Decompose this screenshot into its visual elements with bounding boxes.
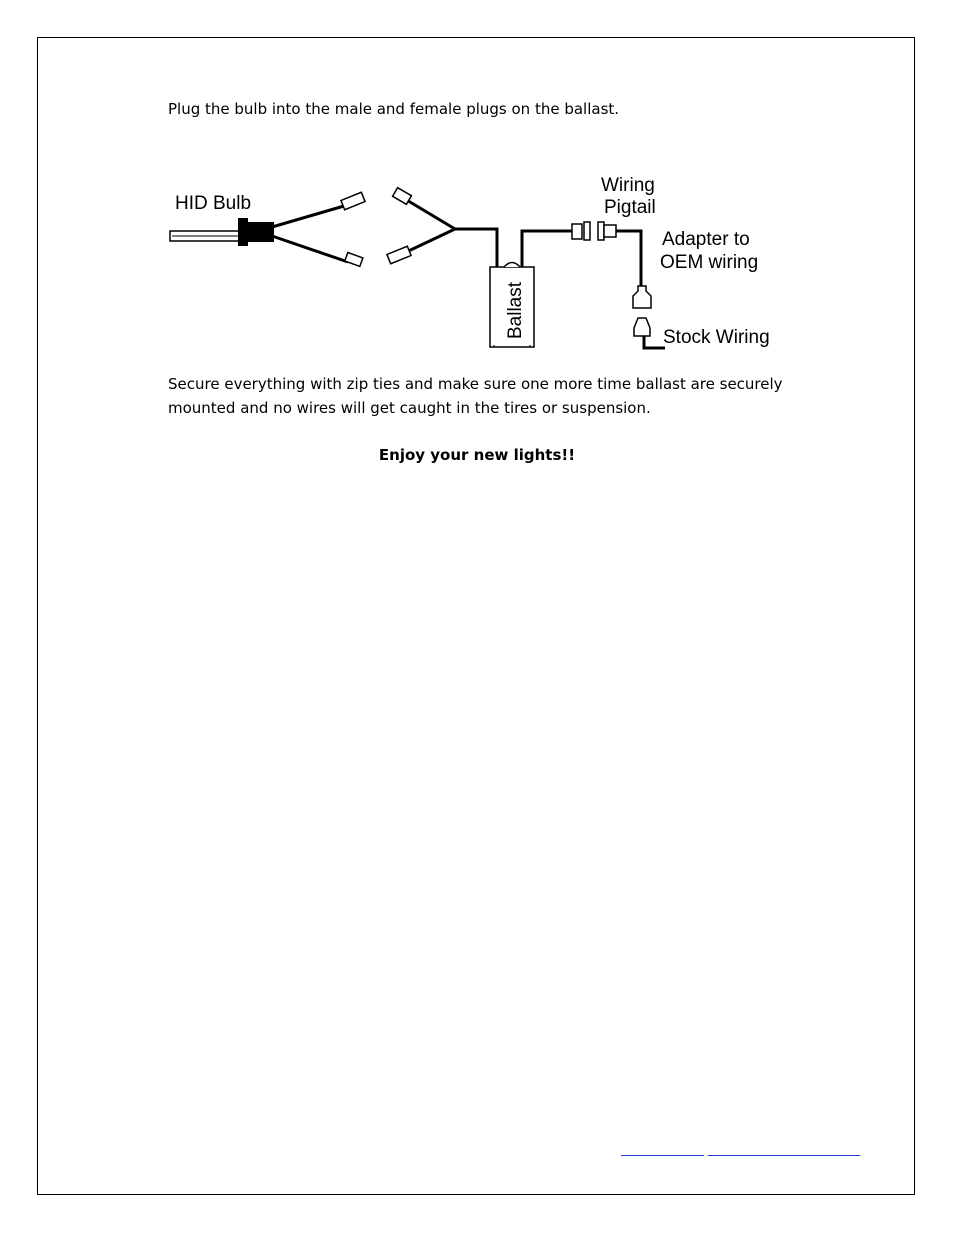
bulb-connector-icon	[341, 192, 365, 266]
footer-link-underline[interactable]	[621, 1147, 704, 1156]
secure-paragraph: Secure everything with zip ties and make sure one more time ballast are securely mounted and no wires will get caught in the tires or suspension.	[168, 375, 783, 417]
ballast-leads	[400, 199, 574, 267]
stock-plug-icon	[634, 318, 650, 336]
adapter-wire	[616, 231, 641, 287]
hid-bulb-label: HID Bulb	[175, 193, 252, 214]
adapter-to-label: Adapter to	[662, 229, 750, 250]
ballast-label: Ballast	[505, 281, 526, 339]
intro-paragraph: Plug the bulb into the male and female plugs on the ballast.	[168, 100, 620, 118]
adapter-plug-icon	[633, 286, 651, 308]
oem-wiring-label: OEM wiring	[660, 252, 759, 273]
pigtail-label: Pigtail	[604, 197, 656, 218]
bulb-leads	[272, 206, 348, 262]
stock-wire	[644, 336, 665, 348]
wiring-label: Wiring	[601, 175, 655, 196]
hid-bulb-icon	[170, 218, 274, 246]
stock-wiring-label: Stock Wiring	[663, 327, 770, 348]
ballast-connector-icon	[387, 188, 412, 264]
closing-line: Enjoy your new lights!!	[378, 446, 576, 464]
pigtail-connector-icon	[572, 222, 616, 240]
footer-link-underline[interactable]	[708, 1147, 860, 1156]
wiring-diagram	[165, 168, 790, 358]
